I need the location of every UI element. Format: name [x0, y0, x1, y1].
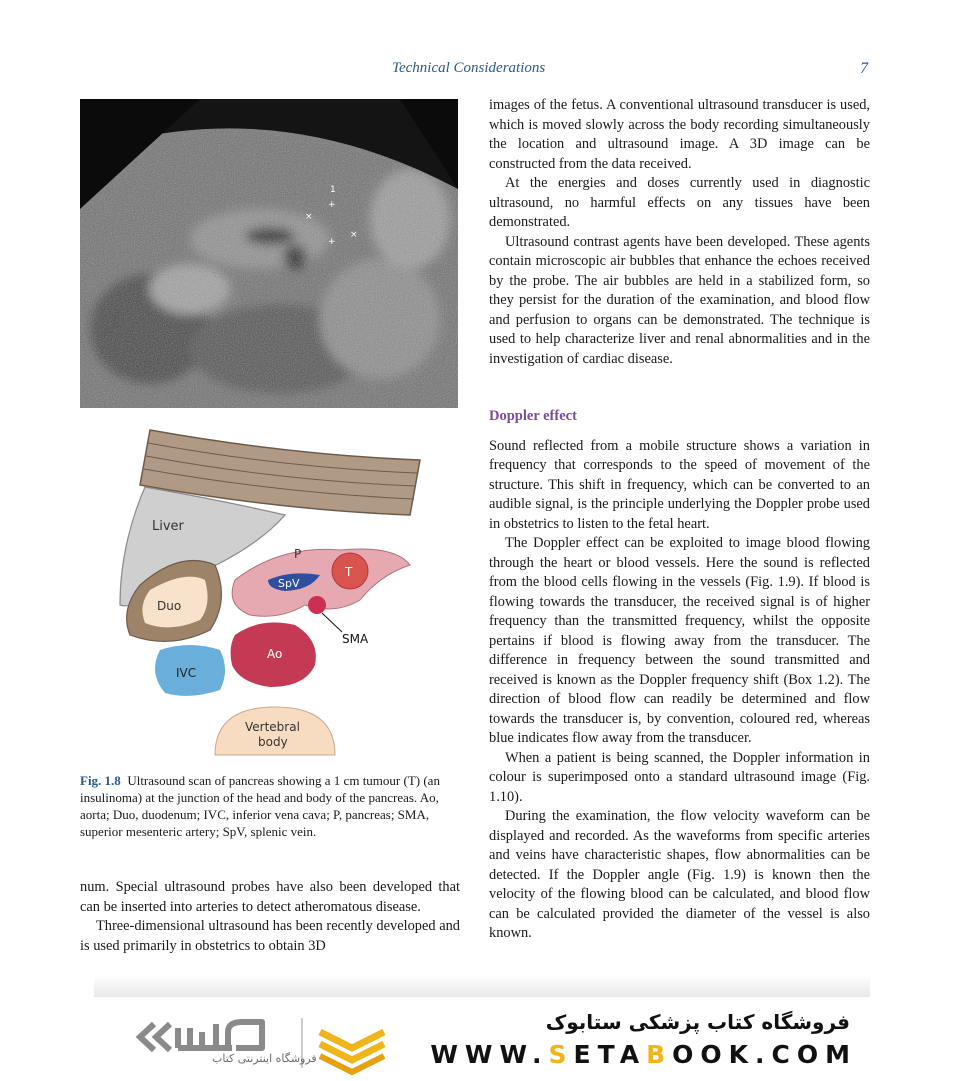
- sma-label: SMA: [342, 632, 369, 646]
- book-emblem-icon: [320, 1032, 384, 1072]
- store-name: فروشگاه کتاب پزشکی ستابوک: [545, 1010, 850, 1034]
- duo-label: Duo: [157, 599, 182, 613]
- paragraph: The Doppler effect can be exploited to image blood flowing through the heart or blood vessels. Here the sound is reflected from the blood cells flowing in the vessels (Fig. 1.9). If blood is flowing towards the transducer, the received signal is of higher frequency than the transmitted frequency, whilst the opposite pertains if blood is flowing away from the transducer. The difference in frequency between the sound transmitted and received is known as the Doppler frequency shift (Box 1.2). The direction of blood flow can readily be determined and flow towards the transducer is, by convention, coloured red, whereas blue indicates flow away from the transducer.: [489, 535, 870, 746]
- ultrasound-scan-image: [80, 99, 458, 408]
- section-heading: Doppler effect: [489, 408, 577, 424]
- page-number: 7: [860, 60, 868, 77]
- pancreas-diagram: [110, 425, 440, 760]
- ivc-label: IVC: [176, 666, 197, 680]
- tumour-label: T: [345, 565, 353, 579]
- left-column: [80, 878, 460, 956]
- paragraph: images of the fetus. A conventional ultrasound transducer is used, which is moved slowly across the body recording simultaneously the location and ultrasound image. A 3D image can be constructed from the data received.: [489, 97, 870, 172]
- vertebral-label: Vertebral: [245, 720, 300, 734]
- paragraph: During the examination, the flow velocity waveform can be displayed and recorded. As the waveforms from specific arteries and veins have characteristic shapes, flow abnormalities can be detected. If the Doppler angle (Fig. 1.9) is known then the velocity of the flowing blood can be calculated, and blood flow can be calculated provided the diameter of the vessel is also known.: [489, 808, 870, 941]
- svg-text:+: +: [328, 200, 336, 210]
- logo-subtitle: فروشگاه اینترنتی کتاب: [212, 1052, 317, 1065]
- svg-text:×: ×: [350, 230, 358, 240]
- pancreas-label: P: [294, 547, 302, 561]
- body-label: body: [258, 735, 288, 749]
- paragraph: Sound reflected from a mobile structure shows a variation in frequency that corresponds to the speed of movement of the structure. This shift in frequency, which can be converted to an audible signal, is the principle underlying the Doppler probe used in obstetrics to listen to the fetal heart.: [489, 437, 870, 532]
- svg-text:+: +: [328, 237, 336, 247]
- spv-label: SpV: [278, 577, 300, 590]
- store-url-link[interactable]: WWW.SETABOOK.COM: [430, 1040, 857, 1069]
- figure-caption-text: Ultrasound scan of pancreas showing a 1 cm tumour (T) (an insulinoma) at the junction of the head and body of the pancreas. Ao, aorta; Duo, duodenum; IVC, inferior vena cava; P, pancreas; SMA, superior mesenteric artery; SpV, splenic vein.: [80, 773, 440, 839]
- setabook-logo[interactable]: [132, 1010, 402, 1076]
- page-bottom-shadow: [94, 975, 870, 997]
- scan-marker-label: 1: [330, 185, 336, 195]
- liver-label: Liver: [152, 519, 184, 534]
- svg-text:×: ×: [305, 212, 313, 222]
- paragraph: num. Special ultrasound probes have also been developed that can be inserted into arteries to detect atheromatous disease.: [80, 879, 460, 915]
- ao-label: Ao: [267, 647, 283, 661]
- paragraph: At the energies and doses currently used in diagnostic ultrasound, no harmful effects on any tissues have been demonstrated.: [489, 175, 870, 230]
- sma-circle: [308, 596, 326, 614]
- paragraph: When a patient is being scanned, the Doppler information in colour is superimposed onto a standard ultrasound image (Fig. 1.10).: [489, 749, 870, 805]
- right-column: [489, 96, 870, 944]
- running-header-title: Technical Considerations: [392, 60, 546, 76]
- figure-caption: [80, 772, 460, 840]
- figure-label: Fig. 1.8: [80, 773, 121, 788]
- paragraph: Three-dimensional ultrasound has been recently developed and is used primarily in obstetrics to obtain 3D: [80, 918, 460, 954]
- paragraph: Ultrasound contrast agents have been developed. These agents contain microscopic air bubbles that enhance the echoes received by the probe. The air bubbles are held in a stabilized form, so they persist for the duration of the examination, and blood flow and perfusion to organs can be demonstrated. The technique is used to help characterize liver and renal abnormalities and in the investigation of cardiac disease.: [489, 233, 870, 367]
